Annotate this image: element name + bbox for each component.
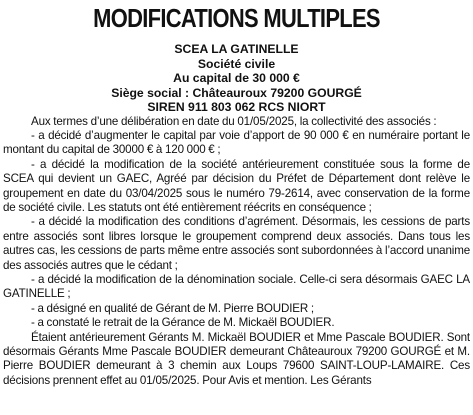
paragraph-transformation: - a décidé la modification de la société antérieurement constituée sous la forme de SCEA qui devient un GAEC, Agréé par décision du Préfet de Département dont relève le groupement en date du 03/04/2025 sous le numéro 79-2614, avec conservation de la forme de société civile. Les statuts ont été entièrement réécrits en conséquence ; bbox=[3, 157, 470, 214]
company-name: SCEA LA GATINELLE bbox=[174, 42, 299, 56]
paragraph-name-change: - a décidé la modification de la dénomination sociale. Celle-ci sera désormais GAEC LA GATINELLE ; bbox=[3, 272, 470, 301]
paragraph-manager-appointment: - a désigné en qualité de Gérant de M. Pierre BOUDIER ; bbox=[31, 301, 314, 315]
company-seat: Siège social : Châteauroux 79200 GOURGÉ bbox=[111, 85, 362, 100]
company-siren: SIREN 911 803 062 RCS NIORT bbox=[147, 100, 326, 114]
paragraph-capital-increase: - a décidé d’augmenter le capital par voie d’apport de 90 000 € en numéraire portant le montant du capital de 30000 € à 120 000 € ; bbox=[3, 128, 470, 157]
paragraph-approval-conditions: - a décidé la modification des conditions d’agrément. Désormais, les cessions de parts entre associés sont libres lorsque le groupement comprend deux associés. Dans tous les autres cas, les cessions de parts même entre associés sont subordonnées à l’accord unanime des associés autres que le cédant ; bbox=[3, 215, 470, 272]
paragraph-intro: Aux termes d’une délibération en date du 01/05/2025, la collectivité des associés : bbox=[31, 114, 437, 128]
company-header bbox=[3, 42, 470, 115]
notice-title: MODIFICATIONS MULTIPLES bbox=[93, 5, 380, 33]
company-form: Société civile bbox=[197, 56, 276, 71]
notice-body bbox=[3, 115, 470, 389]
paragraph-manager-withdrawal: - a constaté le retrait de la Gérance de M. Mickaël BOUDIER. bbox=[31, 316, 335, 330]
legal-notice bbox=[0, 4, 473, 415]
company-capital: Au capital de 30 000 € bbox=[173, 71, 300, 85]
paragraph-managers-summary: Étaient antérieurement Gérants M. Mickaël BOUDIER et Mme Pascale BOUDIER. Sont désormais Gérants Mme Pascale BOUDIER demeurant Châteauroux 79200 GOURGÉ et M. Pierre BOUDIER demeurant à 3 chemin aux Loups 79600 SAINT-LOUP-LAMAIRE. Ces décisions prennent effet au 01/05/2025. Pour Avis et mention. Les Gérants bbox=[3, 330, 470, 387]
